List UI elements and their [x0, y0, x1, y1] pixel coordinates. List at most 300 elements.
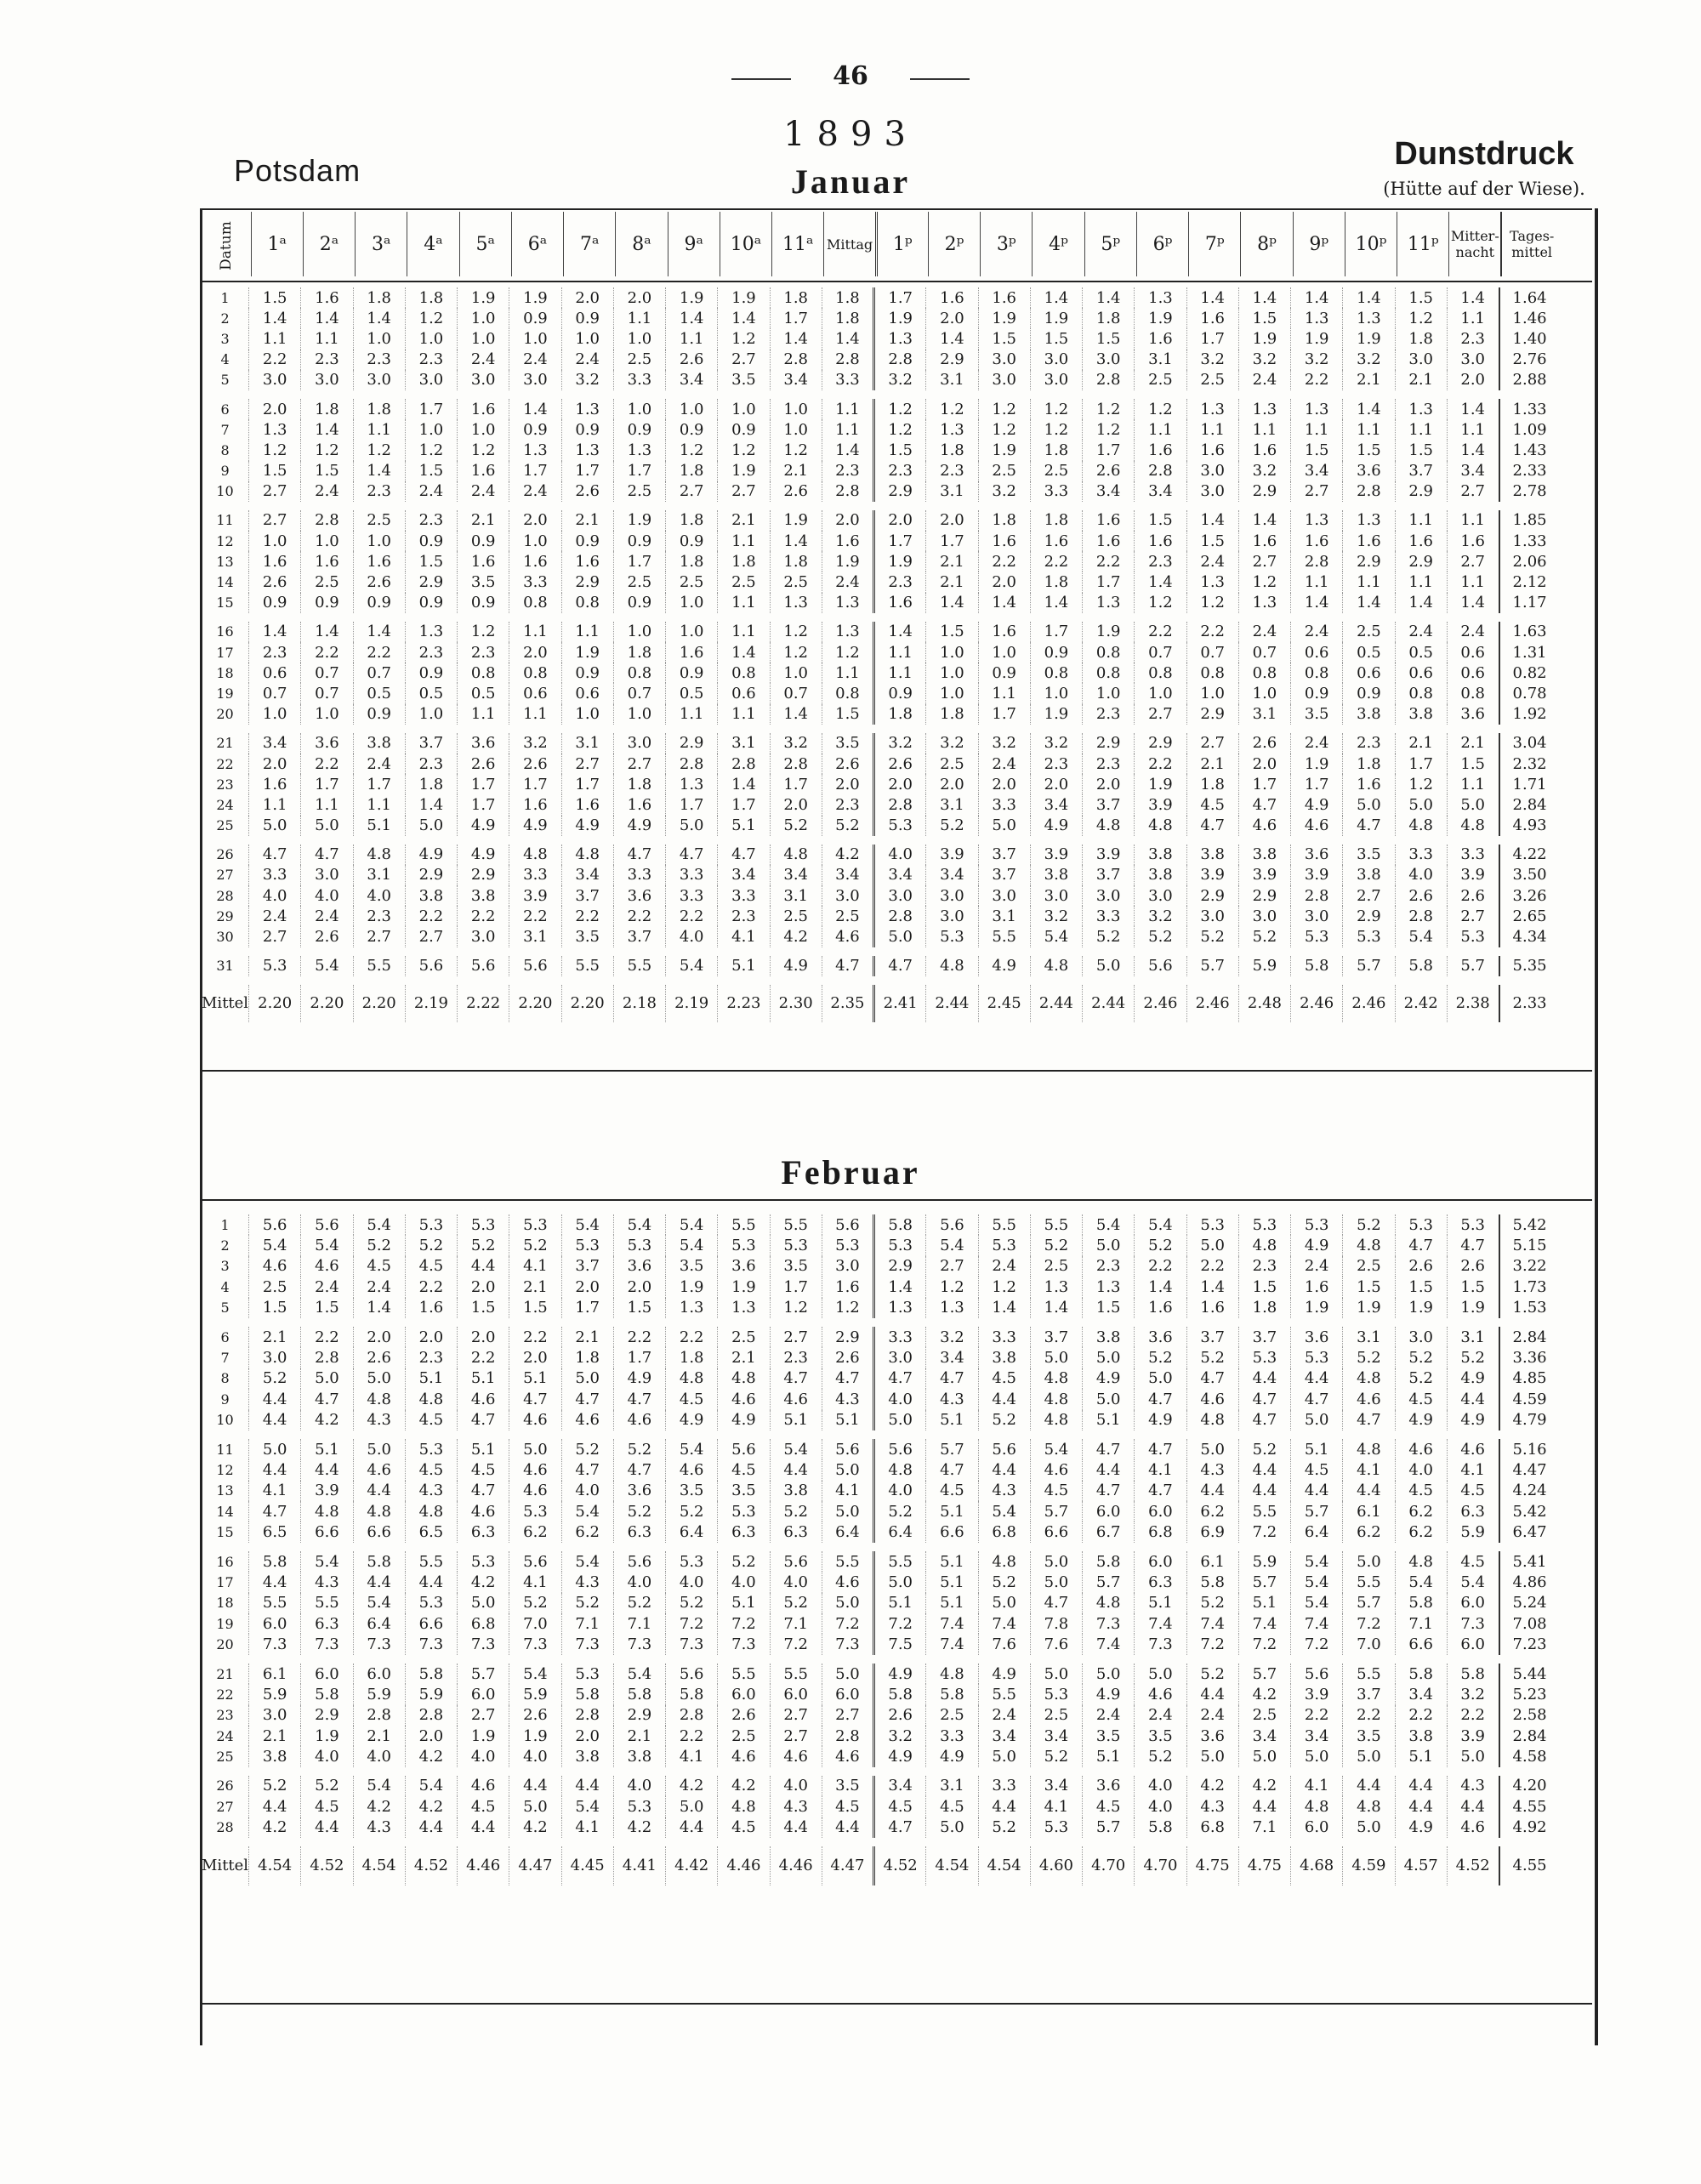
hour-value: 1.6: [1083, 510, 1135, 531]
hour-value: 5.0: [822, 1459, 873, 1480]
hour-value: 6.4: [822, 1521, 873, 1542]
hour-value: 5.8: [1083, 1551, 1135, 1572]
hour-value: 1.3: [874, 328, 926, 349]
hour-value: 2.3: [405, 1347, 457, 1368]
hour-value: 4.9: [666, 1410, 718, 1430]
hour-value: 5.4: [1291, 1551, 1343, 1572]
hour-value: 2.1: [249, 1327, 301, 1347]
hour-value: 2.5: [822, 906, 873, 926]
hour-value: 1.7: [1238, 774, 1290, 794]
hour-value: 1.0: [926, 663, 978, 683]
hour-value: 1.8: [1395, 328, 1447, 349]
hour-value: 1.2: [405, 308, 457, 328]
hour-value: 3.4: [666, 370, 718, 390]
hour-value: 5.3: [1447, 926, 1499, 947]
hour-value: 3.6: [1343, 461, 1395, 481]
hour-value: 5.0: [874, 926, 926, 947]
hour-value: 1.3: [405, 622, 457, 642]
hour-mean-value: 2.38: [1447, 985, 1499, 1022]
hour-value: 1.2: [458, 440, 509, 460]
hour-value: 2.7: [1447, 481, 1499, 502]
hour-value: 3.6: [301, 733, 353, 754]
mean-row: [202, 985, 1560, 1022]
hour-value: 1.2: [926, 1277, 978, 1297]
hour-value: 1.9: [301, 1726, 353, 1746]
hour-mean-value: 2.23: [718, 985, 770, 1022]
hour-value: 5.2: [1135, 1746, 1186, 1766]
table-row: [202, 287, 1560, 308]
hour-value: 1.8: [874, 704, 926, 725]
table-row: [202, 1389, 1560, 1409]
table-row: [202, 572, 1560, 592]
table-row: [202, 350, 1560, 370]
hour-value: 1.1: [509, 622, 561, 642]
hour-value: 3.5: [718, 1481, 770, 1501]
row-date: 15: [216, 594, 234, 611]
hour-value: 0.5: [405, 683, 457, 703]
februar-table: [202, 1214, 1560, 1885]
hour-value: 5.4: [666, 1439, 718, 1459]
hour-value: 2.3: [405, 754, 457, 774]
hour-value: 0.8: [822, 683, 873, 703]
hour-value: 4.9: [458, 845, 509, 865]
hour-value: 2.5: [978, 461, 1030, 481]
hour-value: 3.0: [1447, 350, 1499, 370]
hour-value: 5.5: [353, 956, 405, 976]
hour-value: 5.9: [249, 1684, 301, 1704]
hour-value: 5.6: [770, 1551, 822, 1572]
hour-value: 1.9: [718, 287, 770, 308]
hour-value: 2.0: [926, 510, 978, 531]
hour-value: 2.6: [874, 754, 926, 774]
hour-value: 4.9: [770, 956, 822, 976]
hour-mean-value: 2.19: [405, 985, 457, 1022]
hour-value: 1.4: [666, 308, 718, 328]
hour-value: 6.3: [301, 1613, 353, 1634]
hour-value: 4.3: [301, 1572, 353, 1592]
row-date: 14: [216, 574, 234, 591]
hour-value: 1.0: [613, 622, 665, 642]
hour-value: 1.1: [1395, 419, 1447, 440]
hour-value: 2.1: [509, 1277, 561, 1297]
row-date: 31: [216, 958, 234, 975]
hour-value: 5.1: [1083, 1746, 1135, 1766]
hour-value: 5.3: [613, 1796, 665, 1817]
table-row: [202, 593, 1560, 613]
hour-value: 3.5: [1083, 1726, 1135, 1746]
daily-mean-value: 5.44: [1499, 1664, 1560, 1684]
hour-value: 4.2: [405, 1796, 457, 1817]
daily-mean-value: 2.12: [1499, 572, 1560, 592]
hour-value: 5.2: [613, 1439, 665, 1459]
hour-value: 5.4: [353, 1593, 405, 1613]
row-date: 6: [220, 401, 230, 418]
hour-value: 4.3: [770, 1796, 822, 1817]
hour-value: 5.6: [978, 1439, 1030, 1459]
hour-value: 3.0: [1030, 350, 1082, 370]
daily-mean-value: 3.36: [1499, 1347, 1560, 1368]
hour-value: 1.1: [1135, 419, 1186, 440]
hour-value: 2.4: [509, 481, 561, 502]
hour-value: 0.6: [1447, 663, 1499, 683]
hour-value: 6.3: [1447, 1501, 1499, 1521]
hour-value: 0.9: [301, 593, 353, 613]
hour-value: 2.0: [874, 774, 926, 794]
hour-value: 1.4: [770, 328, 822, 349]
hour-value: 1.2: [822, 642, 873, 663]
hour-value: 5.5: [249, 1593, 301, 1613]
hour-value: 7.8: [1030, 1613, 1082, 1634]
hour-value: 2.5: [1030, 1705, 1082, 1726]
hour-value: 4.8: [1343, 1796, 1395, 1817]
header-hour: 9ᵖ: [1293, 212, 1345, 276]
hour-value: 2.9: [1238, 885, 1290, 906]
hour-value: 1.5: [1395, 1277, 1447, 1297]
hour-value: 0.7: [353, 663, 405, 683]
hour-value: 4.8: [353, 845, 405, 865]
hour-value: 4.9: [1030, 816, 1082, 836]
hour-value: 1.8: [405, 287, 457, 308]
hour-value: 4.4: [249, 1572, 301, 1592]
hour-value: 0.6: [1447, 642, 1499, 663]
hour-value: 2.8: [718, 754, 770, 774]
hour-value: 0.7: [1135, 642, 1186, 663]
hour-value: 2.2: [1030, 551, 1082, 572]
hour-value: 4.5: [1395, 1481, 1447, 1501]
hour-value: 4.9: [561, 816, 613, 836]
hour-value: 4.8: [405, 1501, 457, 1521]
hour-value: 7.1: [1395, 1613, 1447, 1634]
hour-value: 5.5: [1343, 1664, 1395, 1684]
hour-value: 5.0: [1186, 1235, 1238, 1255]
hour-value: 1.9: [561, 642, 613, 663]
hour-value: 4.0: [301, 1746, 353, 1766]
hour-value: 1.9: [978, 308, 1030, 328]
daily-mean-value: 4.85: [1499, 1368, 1560, 1389]
hour-value: 6.2: [509, 1521, 561, 1542]
hour-value: 3.7: [561, 1256, 613, 1277]
row-date: 13: [216, 1482, 234, 1499]
hour-value: 0.7: [301, 663, 353, 683]
hour-value: 5.6: [458, 956, 509, 976]
hour-value: 1.1: [822, 663, 873, 683]
hour-value: 2.2: [666, 1327, 718, 1347]
hour-value: 2.2: [1447, 1705, 1499, 1726]
row-date: 13: [216, 553, 234, 570]
hour-value: 2.3: [1030, 754, 1082, 774]
daily-mean-value: 6.47: [1499, 1521, 1560, 1542]
hour-value: 1.3: [1291, 510, 1343, 531]
hour-value: 3.5: [718, 370, 770, 390]
hour-value: 1.2: [978, 399, 1030, 419]
hour-value: 3.7: [1083, 794, 1135, 815]
hour-value: 3.6: [613, 1256, 665, 1277]
hour-value: 4.8: [770, 845, 822, 865]
hour-value: 3.4: [1291, 1726, 1343, 1746]
hour-value: 3.0: [1291, 906, 1343, 926]
hour-value: 3.3: [666, 885, 718, 906]
hour-value: 1.0: [666, 593, 718, 613]
hour-value: 5.3: [249, 956, 301, 976]
hour-value: 3.1: [926, 794, 978, 815]
hour-value: 4.8: [353, 1501, 405, 1521]
hour-value: 4.7: [1291, 1389, 1343, 1409]
hour-value: 5.2: [561, 1593, 613, 1613]
hour-value: 2.8: [301, 1347, 353, 1368]
hour-value: 2.9: [1343, 906, 1395, 926]
hour-value: 2.7: [249, 510, 301, 531]
daily-mean-value: 3.04: [1499, 733, 1560, 754]
hour-value: 4.4: [822, 1817, 873, 1838]
hour-value: 2.8: [666, 754, 718, 774]
hour-value: 1.6: [874, 593, 926, 613]
hour-value: 0.8: [509, 593, 561, 613]
daily-mean-value: 4.59: [1499, 1389, 1560, 1409]
table-row: [202, 370, 1560, 390]
hour-value: 2.1: [718, 510, 770, 531]
hour-value: 3.3: [509, 572, 561, 592]
hour-value: 1.0: [978, 642, 1030, 663]
hour-value: 2.6: [301, 926, 353, 947]
hour-value: 1.8: [822, 308, 873, 328]
hour-mean-value: 2.41: [874, 985, 926, 1022]
hour-value: 2.5: [718, 1327, 770, 1347]
hour-value: 1.1: [561, 622, 613, 642]
hour-value: 7.4: [1238, 1613, 1290, 1634]
hour-mean-value: 4.54: [978, 1846, 1030, 1885]
hour-value: 5.4: [1395, 926, 1447, 947]
hour-value: 1.1: [301, 794, 353, 815]
hour-value: 4.7: [458, 1481, 509, 1501]
hour-value: 1.4: [822, 440, 873, 460]
hour-mean-value: 2.42: [1395, 985, 1447, 1022]
hour-value: 2.4: [249, 906, 301, 926]
hour-value: 2.7: [1291, 481, 1343, 502]
hour-value: 0.9: [1030, 642, 1082, 663]
table-row: [202, 1235, 1560, 1255]
hour-value: 0.6: [561, 683, 613, 703]
hour-value: 4.6: [770, 1389, 822, 1409]
hour-value: 4.1: [718, 926, 770, 947]
hour-value: 3.2: [874, 370, 926, 390]
hour-value: 1.7: [613, 551, 665, 572]
hour-value: 5.3: [1343, 926, 1395, 947]
daily-mean-value: 0.78: [1499, 683, 1560, 703]
hour-value: 1.2: [405, 440, 457, 460]
hour-value: 6.2: [1343, 1521, 1395, 1542]
hour-value: 5.3: [509, 1501, 561, 1521]
hour-value: 6.0: [249, 1613, 301, 1634]
hour-value: 2.7: [770, 1726, 822, 1746]
hour-value: 2.4: [1447, 622, 1499, 642]
hour-value: 5.0: [1083, 1664, 1135, 1684]
hour-value: 2.1: [926, 572, 978, 592]
hour-value: 5.7: [1083, 1572, 1135, 1592]
hour-value: 3.1: [353, 865, 405, 885]
table-row: [202, 1664, 1560, 1684]
hour-value: 7.1: [561, 1613, 613, 1634]
hour-value: 3.0: [874, 885, 926, 906]
hour-value: 5.1: [405, 1368, 457, 1389]
hour-value: 3.3: [978, 1327, 1030, 1347]
hour-value: 3.0: [822, 885, 873, 906]
hour-value: 4.0: [1135, 1796, 1186, 1817]
hour-value: 1.1: [1291, 419, 1343, 440]
hour-value: 3.0: [1083, 885, 1135, 906]
hour-value: 5.6: [874, 1439, 926, 1459]
hour-value: 1.0: [509, 531, 561, 551]
hour-value: 4.4: [1447, 1796, 1499, 1817]
hour-value: 2.3: [874, 572, 926, 592]
hour-value: 5.8: [1291, 956, 1343, 976]
hour-value: 3.4: [249, 733, 301, 754]
table-row: [202, 683, 1560, 703]
hour-value: 0.9: [405, 531, 457, 551]
table-row: [202, 419, 1560, 440]
hour-value: 1.9: [509, 1726, 561, 1746]
hour-value: 5.6: [301, 1214, 353, 1235]
hour-value: 4.1: [1447, 1459, 1499, 1480]
hour-value: 2.0: [561, 1726, 613, 1746]
hour-value: 5.0: [1030, 1572, 1082, 1592]
hour-value: 1.7: [1395, 754, 1447, 774]
hour-value: 4.3: [353, 1410, 405, 1430]
hour-value: 4.9: [978, 1664, 1030, 1684]
hour-value: 6.4: [1291, 1521, 1343, 1542]
hour-value: 4.8: [1343, 1368, 1395, 1389]
hour-value: 3.6: [613, 885, 665, 906]
hour-mean-value: 2.18: [613, 985, 665, 1022]
hour-value: 4.8: [1135, 816, 1186, 836]
hour-value: 2.3: [353, 350, 405, 370]
hour-value: 3.0: [1395, 1327, 1447, 1347]
hour-value: 2.9: [1135, 733, 1186, 754]
hour-value: 3.9: [1447, 865, 1499, 885]
hour-value: 1.6: [1291, 1277, 1343, 1297]
hour-value: 2.0: [458, 1327, 509, 1347]
hour-value: 1.0: [666, 399, 718, 419]
hour-value: 6.1: [249, 1664, 301, 1684]
hour-value: 2.8: [405, 1705, 457, 1726]
hour-value: 1.9: [1343, 328, 1395, 349]
hour-value: 3.1: [509, 926, 561, 947]
hour-value: 2.7: [353, 926, 405, 947]
hour-value: 1.0: [613, 399, 665, 419]
hour-value: 1.8: [301, 399, 353, 419]
hour-value: 0.9: [561, 308, 613, 328]
hour-value: 2.0: [1083, 774, 1135, 794]
hour-value: 6.6: [1030, 1521, 1082, 1542]
hour-value: 3.2: [1186, 350, 1238, 370]
hour-value: 2.8: [301, 510, 353, 531]
hour-value: 2.4: [458, 481, 509, 502]
hour-value: 4.7: [1238, 1389, 1290, 1409]
hour-value: 1.7: [613, 1347, 665, 1368]
hour-value: 1.4: [770, 704, 822, 725]
hour-value: 0.9: [509, 308, 561, 328]
hour-value: 3.3: [1030, 481, 1082, 502]
hour-value: 1.3: [561, 440, 613, 460]
hour-value: 4.4: [249, 1459, 301, 1480]
hour-value: 5.0: [1447, 794, 1499, 815]
hour-value: 3.2: [1447, 1684, 1499, 1704]
hour-value: 1.6: [1030, 531, 1082, 551]
table-row: [202, 774, 1560, 794]
hour-value: 1.3: [1083, 593, 1135, 613]
hour-value: 3.4: [1238, 1726, 1290, 1746]
hour-value: 6.3: [718, 1521, 770, 1542]
hour-value: 4.9: [1447, 1410, 1499, 1430]
hour-value: 1.2: [1083, 419, 1135, 440]
hour-value: 0.9: [613, 419, 665, 440]
hour-value: 2.3: [874, 461, 926, 481]
hour-value: 2.3: [718, 906, 770, 926]
hour-value: 5.0: [1030, 1551, 1082, 1572]
hour-value: 1.5: [926, 622, 978, 642]
hour-value: 5.2: [1135, 1347, 1186, 1368]
hour-value: 2.3: [353, 481, 405, 502]
daily-mean-value: 4.79: [1499, 1410, 1560, 1430]
hour-mean-value: 4.52: [405, 1846, 457, 1885]
hour-value: 1.6: [1343, 531, 1395, 551]
hour-value: 3.9: [301, 1481, 353, 1501]
hour-value: 4.5: [822, 1796, 873, 1817]
row-date: 12: [216, 1461, 234, 1478]
hour-value: 0.9: [458, 593, 509, 613]
hour-value: 7.4: [1083, 1634, 1135, 1654]
header-hour: 3ᵖ: [981, 212, 1033, 276]
hour-value: 2.2: [1135, 622, 1186, 642]
hour-value: 3.0: [1083, 350, 1135, 370]
table-row: [202, 1256, 1560, 1277]
hour-value: 3.0: [978, 885, 1030, 906]
hour-value: 3.7: [1186, 1327, 1238, 1347]
hour-value: 5.0: [1186, 1746, 1238, 1766]
header-date: Datum: [217, 220, 235, 270]
hour-value: 1.6: [458, 551, 509, 572]
hour-value: 5.1: [926, 1572, 978, 1592]
hour-value: 5.2: [978, 1410, 1030, 1430]
hour-value: 6.4: [353, 1613, 405, 1634]
hour-value: 4.6: [1186, 1389, 1238, 1409]
hour-value: 5.1: [718, 956, 770, 976]
hour-value: 5.3: [874, 1235, 926, 1255]
hour-value: 2.8: [1135, 461, 1186, 481]
hour-value: 1.1: [249, 794, 301, 815]
hour-value: 5.2: [1186, 926, 1238, 947]
hour-value: 2.0: [822, 510, 873, 531]
header-hour: 8ᵃ: [616, 212, 668, 276]
hour-value: 3.1: [718, 733, 770, 754]
hour-value: 0.9: [666, 531, 718, 551]
header-hour: 10ᵃ: [720, 212, 771, 276]
hour-value: 2.6: [249, 572, 301, 592]
hour-value: 5.3: [874, 816, 926, 836]
daily-mean-value: 2.88: [1499, 370, 1560, 390]
hour-value: 1.9: [1395, 1298, 1447, 1318]
hour-value: 2.5: [353, 510, 405, 531]
hour-value: 2.4: [561, 350, 613, 370]
hour-value: 3.1: [926, 481, 978, 502]
hour-value: 5.4: [1447, 1572, 1499, 1592]
hour-value: 2.8: [666, 1705, 718, 1726]
hour-value: 4.9: [1395, 1817, 1447, 1838]
hour-value: 1.5: [613, 1298, 665, 1318]
hour-value: 2.3: [1083, 754, 1135, 774]
hour-value: 1.7: [666, 794, 718, 815]
hour-value: 3.7: [1083, 865, 1135, 885]
daily-mean-value: 5.35: [1499, 956, 1560, 976]
